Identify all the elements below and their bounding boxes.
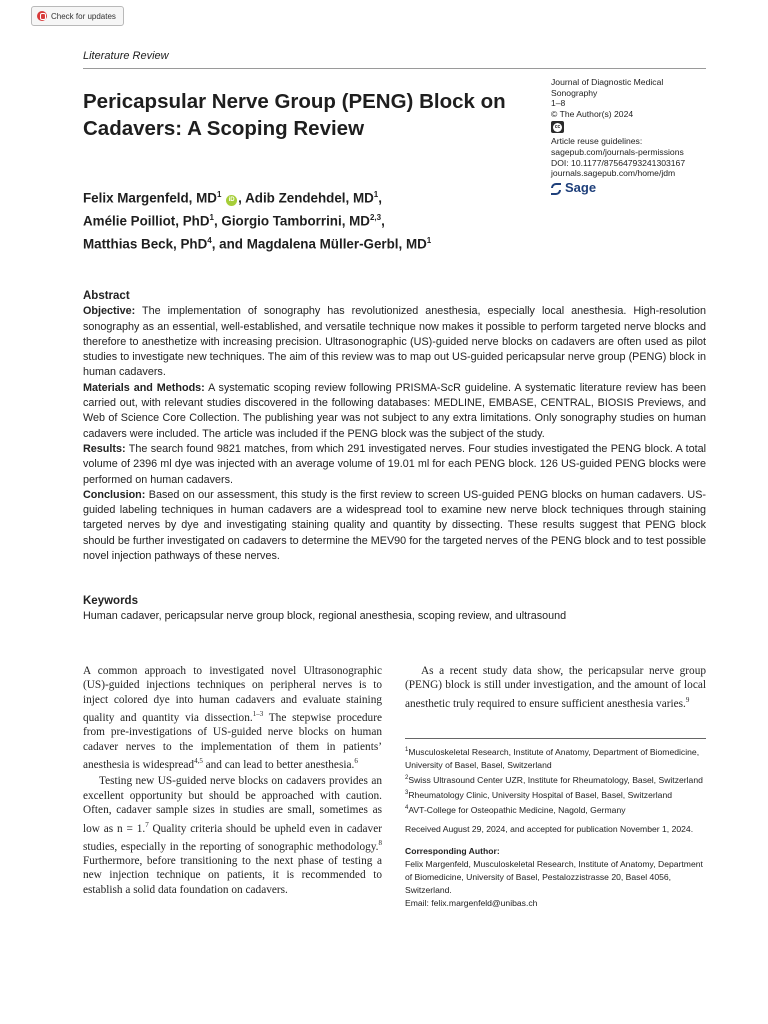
affiliation bbox=[405, 802, 706, 817]
author-name: Giorgio Tamborrini, MD bbox=[221, 213, 370, 229]
body-text: The stepwise procedure from pre-investigations of US-guided nerve blocks on human cadaver nerves to the implementation of them in patients’ anesthesia is widespread bbox=[83, 711, 382, 771]
affiliation-text: Swiss Ultrasound Center UZR, Institute for Rheumatology, Basel, Switzerland bbox=[408, 774, 703, 785]
body-paragraph bbox=[83, 774, 382, 897]
citation-ref[interactable]: 8 bbox=[378, 838, 382, 847]
author-separator: , bbox=[378, 190, 382, 206]
keywords-heading: Keywords bbox=[83, 595, 138, 607]
author-separator: , bbox=[381, 213, 385, 229]
cc-badge-label: cc bbox=[554, 123, 561, 130]
author-affiliation-ref: 4 bbox=[207, 235, 212, 245]
affiliation bbox=[405, 744, 706, 772]
body-text: A common approach to investigated novel Ultrasonographic (US)-guided injections techniques on peripheral nerves is to inject colored dye into human cadavers and evaluate staining quality and quantity via dissection. bbox=[83, 665, 382, 724]
author-separator: , bbox=[238, 190, 242, 206]
conclusion-text: Based on our assessment, this study is the first review to screen US-guided PENG blocks on human cadavers. US-guided labeling techniques in human cadavers are a widespread tool to examine new nerve block techniques through staining targeted nerves by dye and investigating staining quality and quantity by dissecting. These results suggest that PENG block should be further investigated on cadavers to determine the MEV90 for the targeted nerves of the PENG block and to test possible novel injection pathways of these nerves. bbox=[83, 488, 707, 563]
author-name: Adib Zendehdel, MD bbox=[245, 190, 374, 206]
author-name: Amélie Poilliot, PhD bbox=[83, 213, 210, 229]
corresponding-author-email[interactable]: Email: felix.margenfeld@unibas.ch bbox=[405, 898, 538, 909]
footnotes bbox=[405, 744, 706, 910]
paper-title: Pericapsular Nerve Group (PENG) Block on Cadavers: A Scoping Review bbox=[83, 90, 506, 140]
citation-ref[interactable]: 9 bbox=[685, 695, 690, 704]
received-date: Received August 29, 2024, and accepted for publication November 1, 2024. bbox=[405, 824, 694, 835]
footnote-divider bbox=[405, 738, 706, 739]
abstract bbox=[83, 289, 706, 564]
citation-ref[interactable]: 6 bbox=[354, 757, 358, 766]
corresponding-author-heading: Corresponding Author: bbox=[405, 846, 500, 857]
keywords bbox=[83, 594, 706, 625]
affiliation-text: Rheumatology Clinic, University Hospital of Basel, Basel, Switzerland bbox=[408, 789, 672, 800]
author-affiliation-ref: 1 bbox=[216, 190, 222, 199]
article-type: Literature Review bbox=[83, 50, 169, 62]
author-affiliation-ref: 1 bbox=[373, 190, 379, 199]
copyright: © The Author(s) 2024 bbox=[551, 108, 634, 119]
publisher-name: Sage bbox=[565, 180, 597, 196]
reuse-guidelines-link[interactable]: sagepub.com/journals-permissions bbox=[551, 146, 684, 157]
reuse-guidelines-label: Article reuse guidelines: bbox=[551, 136, 643, 147]
journal-homepage-link[interactable]: journals.sagepub.com/home/jdm bbox=[551, 168, 676, 179]
author-affiliation-ref: 2,3 bbox=[369, 212, 382, 222]
body-right-column bbox=[405, 664, 706, 711]
abstract-results bbox=[83, 442, 706, 488]
affiliation bbox=[405, 772, 706, 787]
methods-text: A systematic scoping review following PRISMA-ScR guideline. A systematic literature review has been carried out, with relevant studies discovered in the following databases: MEDLINE, EMBASE, CENTRAL, BIOSIS Previews, and Web of Science Core Collection. The publishing year was not subject to any extra limitations. Only sonography studies on human cadavers were included. The article was included if the PENG block was the subject of the study. bbox=[83, 381, 706, 440]
affiliation-number: 2 bbox=[405, 774, 409, 781]
keywords-text: Human cadaver, pericapsular nerve group block, regional anesthesia, scoping review, and ultrasound bbox=[83, 610, 567, 623]
author-name: Felix Margenfeld, MD bbox=[83, 190, 217, 206]
affiliation bbox=[405, 787, 706, 802]
body-text: Testing new US-guided nerve blocks on cadavers provides an excellent opportunity but should be approached with caution. Often, cadaver sample sizes in studies are small, sometimes as low as n = 1. bbox=[83, 775, 382, 835]
results-label: Results: bbox=[83, 442, 126, 455]
body-text: As a recent study data show, the pericapsular nerve group (PENG) block is still under investigation, and the amount of local anesthetic truly required to ensure sufficient anesthesia varies. bbox=[405, 665, 706, 710]
body-paragraph bbox=[83, 664, 382, 772]
body-text: Furthermore, before transitioning to the next phase of testing a new injection technique on patients, it is recommended to establish a solid data foundation on cadavers. bbox=[83, 854, 382, 896]
abstract-heading: Abstract bbox=[83, 290, 130, 302]
results-text: The search found 9821 matches, from which 291 investigated nerves. Four studies investigated the PENG block. A total volume of 2396 ml dye was injected with an average volume of 19.01 ml for each PENG block. 126 US-guided PENG blocks were performed on human cadavers. bbox=[83, 442, 706, 486]
methods-label: Materials and Methods: bbox=[83, 381, 205, 394]
objective-label: Objective: bbox=[83, 305, 136, 318]
check-for-updates-button[interactable] bbox=[31, 6, 124, 26]
crossmark-icon bbox=[37, 11, 47, 21]
body-text: Quality criteria should be upheld even in cadaver studies, especially in the reporting of sonographic methodology. bbox=[83, 822, 382, 853]
journal-meta bbox=[551, 77, 711, 195]
author-separator: , bbox=[213, 213, 218, 229]
body-left-column bbox=[83, 664, 382, 897]
affiliation-text: Musculoskeletal Research, Institute of Anatomy, Department of Biomedicine, University of Basel, Basel, Switzerland bbox=[405, 746, 700, 770]
author-name: Matthias Beck, PhD bbox=[83, 236, 208, 252]
author-separator: , and bbox=[211, 236, 243, 252]
journal-name: Journal of Diagnostic Medical Sonography bbox=[551, 77, 664, 98]
header-divider bbox=[83, 68, 706, 69]
page-range: 1–8 bbox=[551, 98, 566, 109]
doi[interactable]: DOI: 10.1177/87564793241303167 bbox=[551, 157, 686, 168]
affiliation-text: AVT-College for Osteopathic Medicine, Nagold, Germany bbox=[408, 804, 626, 815]
affiliation-number: 3 bbox=[405, 789, 409, 796]
corresponding-author-details: Felix Margenfeld, Musculoskeletal Research, Institute of Anatomy, Department of Biomedicine, University of Basel, Pestalozzistrasse 20, Basel 4056, Switzerland. bbox=[405, 859, 703, 896]
affiliation-number: 4 bbox=[405, 804, 409, 811]
conclusion-label: Conclusion: bbox=[83, 488, 146, 501]
author-name: Magdalena Müller-Gerbl, MD bbox=[246, 236, 427, 252]
creative-commons-icon bbox=[551, 121, 564, 133]
citation-ref[interactable]: 1–3 bbox=[252, 710, 264, 719]
abstract-methods bbox=[83, 381, 706, 442]
body-text: and can lead to better anesthesia. bbox=[202, 758, 355, 771]
orcid-icon[interactable]: iD bbox=[226, 195, 237, 206]
abstract-objective bbox=[83, 304, 706, 380]
objective-text: The implementation of sonography has revolutionized anesthesia, especially local anesthesia. High-resolution sonography as an essential, well-established, and versatile technique now makes it possible to perform targeted nerve blocks and therefore to anesthetize with increasing precision. Ultrasonographic (US)-guided nerve blocks on cadavers are often used as pilot studies to investigate new techniques. The aim of this review was to map out US-guided pericapsular nerve group (PENG) block in human cadavers. bbox=[83, 305, 706, 379]
citation-ref[interactable]: 7 bbox=[145, 820, 149, 829]
author-list bbox=[83, 180, 603, 254]
check-for-updates-label: Check for updates bbox=[51, 11, 116, 21]
affiliation-number: 1 bbox=[405, 747, 409, 753]
author-affiliation-ref: 1 bbox=[209, 212, 214, 222]
body-paragraph bbox=[405, 664, 706, 711]
abstract-conclusion bbox=[83, 488, 706, 564]
citation-ref[interactable]: 4,5 bbox=[194, 757, 203, 766]
author-affiliation-ref: 1 bbox=[426, 235, 432, 245]
